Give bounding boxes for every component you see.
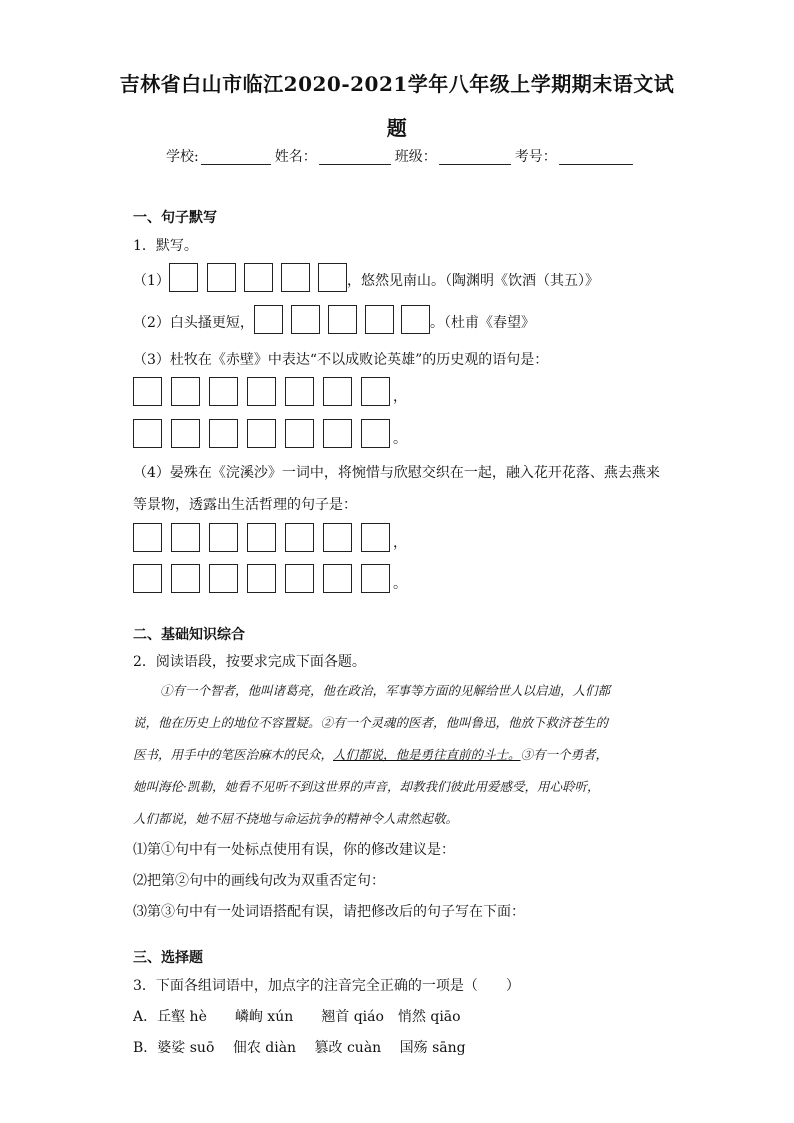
answer-box[interactable] (209, 523, 238, 552)
answer-box[interactable] (361, 564, 390, 593)
section-heading-1: 一、句子默写 (133, 210, 217, 226)
answer-box[interactable] (365, 305, 394, 334)
answer-box[interactable] (247, 523, 276, 552)
class-label: 班级： (394, 149, 437, 165)
period-mark: 。 (393, 431, 407, 447)
answer-box[interactable] (285, 564, 314, 593)
option-a: A．丘壑 hè 嶙峋 xún 翘首 qiáo 悄然 qiāo (133, 1009, 461, 1025)
item-2-suffix: 。（杜甫《春望》 (430, 315, 535, 331)
answer-box[interactable] (171, 419, 200, 448)
exam-no-label: 考号： (514, 149, 557, 165)
answer-box[interactable] (209, 419, 238, 448)
answer-box[interactable] (247, 564, 276, 593)
passage-line: ①有一个智者，他叫诸葛亮，他在政治，军事等方面的见解给世人以启迪，人们都 (160, 683, 611, 698)
answer-box[interactable] (323, 377, 352, 406)
answer-box[interactable] (133, 523, 162, 552)
answer-box[interactable] (361, 419, 390, 448)
exam-title: 吉林省白山市临江2020-2021学年八年级上学期期末语文试 (119, 72, 675, 96)
answer-box[interactable] (318, 263, 347, 292)
answer-box[interactable] (171, 564, 200, 593)
section-heading-2: 二、基础知识综合 (133, 627, 245, 643)
answer-box[interactable] (285, 377, 314, 406)
passage-line (133, 745, 608, 763)
sub-question-2: ⑵把第②句中的画线句改为双重否定句： (133, 873, 385, 889)
school-field[interactable] (201, 150, 271, 165)
answer-box[interactable] (133, 377, 162, 406)
answer-box[interactable] (171, 523, 200, 552)
answer-box[interactable] (361, 377, 390, 406)
answer-box[interactable] (291, 305, 320, 334)
answer-box[interactable] (281, 263, 310, 292)
option-b: B．婆娑 suō 佃农 diàn 篡改 cuàn 国殇 sāng (133, 1040, 466, 1056)
underlined-sentence: 人们都说，他是勇往直前的斗士。 (333, 747, 521, 762)
period-mark: 。 (393, 576, 407, 592)
section-heading-3: 三、选择题 (133, 950, 203, 966)
answer-box[interactable] (361, 523, 390, 552)
sub-question-3: ⑶第③句中有一处词语搭配有误，请把修改后的句子写在下面： (133, 904, 525, 920)
student-info-row (166, 146, 637, 166)
item-4-text-line2: 等景物，透露出生活哲理的句子是： (133, 497, 357, 513)
question-3-intro: 3．下面各组词语中，加点字的注音完全正确的一项是（ ） (133, 978, 520, 994)
answer-box[interactable] (254, 305, 283, 334)
answer-box[interactable] (247, 419, 276, 448)
passage-segment: ③有一个勇者， (520, 747, 609, 762)
item-3-text: （3）杜牧在《赤壁》中表达“不以成败论英雄”的历史观的语句是： (133, 352, 549, 368)
answer-box[interactable] (169, 263, 198, 292)
name-label: 姓名： (274, 149, 317, 165)
answer-box[interactable] (207, 263, 236, 292)
answer-box[interactable] (328, 305, 357, 334)
answer-box[interactable] (133, 564, 162, 593)
answer-box[interactable] (209, 377, 238, 406)
answer-box[interactable] (285, 419, 314, 448)
passage-line: 人们都说，她不屈不挠地与命运抗争的精神令人肃然起敬。 (133, 811, 459, 826)
exam-no-field[interactable] (559, 150, 633, 165)
exam-title-continued: 题 (386, 116, 408, 140)
answer-box[interactable] (401, 305, 430, 334)
answer-box[interactable] (323, 523, 352, 552)
answer-box[interactable] (171, 377, 200, 406)
item-1-suffix: ，悠然见南山。（陶渊明《饮酒（其五）》 (347, 273, 599, 289)
item-1-prefix: （1） (133, 273, 170, 289)
passage-line: 她叫海伦·凯勒，她看不见听不到这世界的声音，却教我们彼此用爱感受，用心聆听， (133, 779, 600, 794)
passage-segment: 医书，用手中的笔医治麻木的民众， (133, 747, 334, 762)
question-1-intro: 1．默写。 (133, 238, 198, 254)
answer-box[interactable] (323, 564, 352, 593)
answer-box[interactable] (285, 523, 314, 552)
comma-mark: ， (393, 535, 407, 551)
answer-box[interactable] (133, 419, 162, 448)
sub-question-1: ⑴第①句中有一处标点使用有误，你的修改建议是： (133, 842, 455, 858)
answer-box[interactable] (244, 263, 273, 292)
answer-box[interactable] (323, 419, 352, 448)
question-2-intro: 2．阅读语段，按要求完成下面各题。 (133, 654, 366, 670)
item-2-prefix: （2）白头搔更短， (133, 315, 254, 331)
class-field[interactable] (439, 150, 511, 165)
answer-box[interactable] (209, 564, 238, 593)
name-field[interactable] (319, 150, 391, 165)
answer-box[interactable] (247, 377, 276, 406)
item-4-text-line1: （4）晏殊在《浣溪沙》一词中，将惋惜与欣慰交织在一起，融入花开花落、燕去燕来 (133, 465, 660, 481)
school-label: 学校: (166, 149, 199, 165)
passage-line: 说，他在历史上的地位不容置疑。②有一个灵魂的医者，他叫鲁迅，他放下救济苍生的 (133, 715, 609, 730)
comma-mark: ， (393, 389, 407, 405)
